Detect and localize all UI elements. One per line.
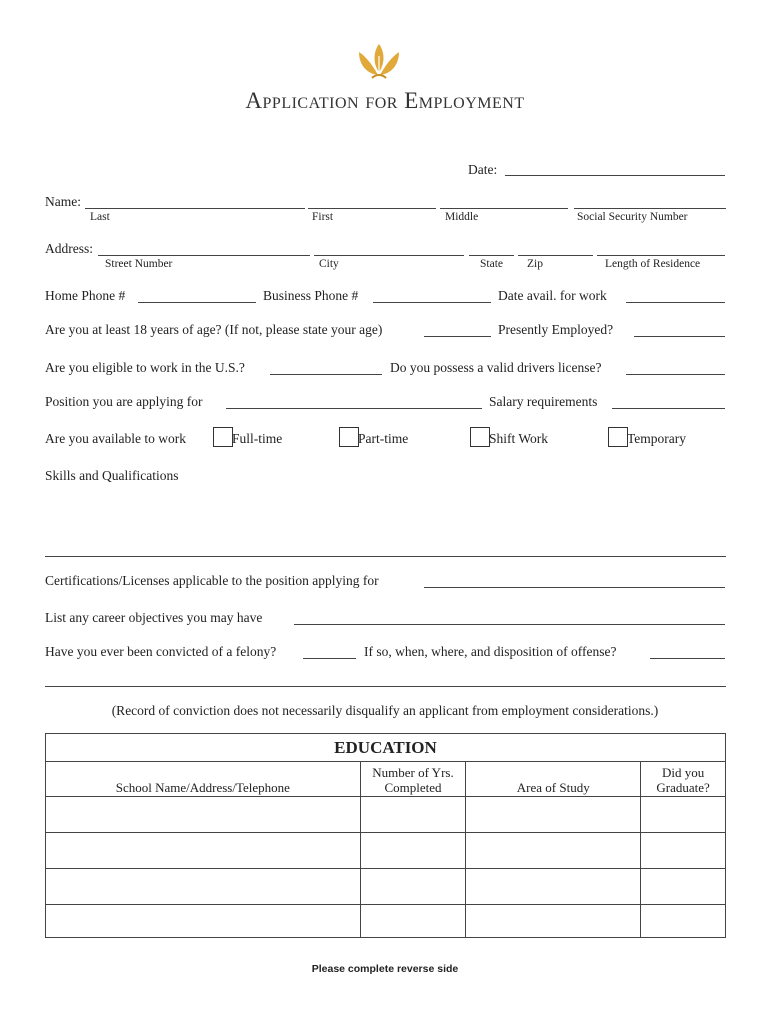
objectives-label: List any career objectives you may have	[45, 610, 263, 625]
middle-sublabel: Middle	[445, 211, 479, 223]
school-cell[interactable]	[46, 833, 361, 869]
school-cell[interactable]	[46, 869, 361, 905]
age-field[interactable]	[424, 336, 491, 337]
middle-name-field[interactable]	[440, 208, 568, 209]
license-field[interactable]	[626, 374, 725, 375]
state-field[interactable]	[469, 255, 514, 256]
graduate-cell[interactable]	[641, 797, 726, 833]
position-label: Position you are applying for	[45, 394, 203, 409]
us-eligibility-field[interactable]	[270, 374, 382, 375]
city-sublabel: City	[319, 258, 339, 270]
name-label: Name:	[45, 194, 81, 209]
area-cell[interactable]	[466, 833, 641, 869]
graduate-cell[interactable]	[641, 869, 726, 905]
disclaimer: (Record of conviction does not necessarily disqualify an applicant from employment considerations.)	[111, 703, 659, 718]
table-row	[46, 869, 726, 905]
temporary-label: Temporary	[627, 431, 687, 446]
col-years-line1: Number of Yrs.	[372, 765, 454, 780]
felony-details-line[interactable]	[45, 686, 726, 687]
residence-field[interactable]	[597, 255, 725, 256]
skills-label: Skills and Qualifications	[45, 468, 179, 483]
employed-label: Presently Employed?	[498, 322, 614, 337]
certifications-label: Certifications/Licenses applicable to the position applying for	[45, 573, 379, 588]
col-years-header	[360, 762, 466, 797]
date-label: Date:	[468, 162, 498, 177]
home-phone-label: Home Phone #	[45, 288, 126, 303]
school-cell[interactable]	[46, 797, 361, 833]
graduate-cell[interactable]	[641, 905, 726, 938]
zip-field[interactable]	[518, 255, 593, 256]
business-phone-field[interactable]	[373, 302, 491, 303]
ssn-sublabel: Social Security Number	[577, 211, 688, 223]
street-sublabel: Street Number	[105, 258, 173, 270]
position-field[interactable]	[226, 408, 482, 409]
col-years-line2: Completed	[384, 780, 442, 795]
col-grad-header	[641, 762, 726, 797]
business-phone-label: Business Phone #	[263, 288, 359, 303]
school-cell[interactable]	[46, 905, 361, 938]
temporary-checkbox[interactable]	[608, 427, 628, 447]
objectives-field[interactable]	[294, 624, 725, 625]
residence-sublabel: Length of Residence	[605, 258, 701, 270]
years-cell[interactable]	[360, 905, 466, 938]
date-field[interactable]	[505, 175, 725, 176]
part-time-checkbox[interactable]	[339, 427, 359, 447]
certifications-field[interactable]	[424, 587, 725, 588]
age-question: Are you at least 18 years of age? (If not, please state your age)	[45, 322, 383, 337]
last-name-field[interactable]	[85, 208, 305, 209]
lotus-logo-icon	[356, 42, 402, 82]
col-grad-line1: Did you	[661, 765, 705, 780]
zip-sublabel: Zip	[527, 258, 543, 270]
col-school-header: School Name/Address/Telephone	[46, 762, 361, 797]
shift-work-checkbox[interactable]	[470, 427, 490, 447]
license-question: Do you possess a valid drivers license?	[390, 360, 602, 375]
home-phone-field[interactable]	[138, 302, 256, 303]
education-table	[45, 733, 726, 938]
felony-question: Have you ever been convicted of a felony?	[45, 644, 277, 659]
city-field[interactable]	[314, 255, 464, 256]
salary-label: Salary requirements	[489, 394, 598, 409]
col-area-header: Area of Study	[466, 762, 641, 797]
years-cell[interactable]	[360, 869, 466, 905]
table-row	[46, 797, 726, 833]
skills-field[interactable]	[45, 556, 726, 557]
state-sublabel: State	[480, 258, 503, 270]
us-eligibility-question: Are you eligible to work in the U.S.?	[45, 360, 245, 375]
felony-field[interactable]	[303, 658, 356, 659]
date-avail-field[interactable]	[626, 302, 725, 303]
page-title: Application for Employment	[245, 88, 525, 113]
address-label: Address:	[45, 241, 93, 256]
felony-followup: If so, when, where, and disposition of offense?	[364, 644, 617, 659]
graduate-cell[interactable]	[641, 833, 726, 869]
education-title: EDUCATION	[46, 734, 726, 762]
part-time-label: Part-time	[358, 431, 409, 446]
footer-note: Please complete reverse side	[311, 963, 459, 975]
felony-details-field[interactable]	[650, 658, 725, 659]
ssn-field[interactable]	[574, 208, 726, 209]
table-row	[46, 905, 726, 938]
area-cell[interactable]	[466, 905, 641, 938]
area-cell[interactable]	[466, 869, 641, 905]
street-field[interactable]	[98, 255, 310, 256]
first-name-field[interactable]	[308, 208, 436, 209]
col-grad-line2: Graduate?	[656, 780, 710, 795]
shift-work-label: Shift Work	[489, 431, 549, 446]
last-sublabel: Last	[90, 211, 110, 223]
salary-field[interactable]	[612, 408, 725, 409]
years-cell[interactable]	[360, 797, 466, 833]
full-time-label: Full-time	[232, 431, 283, 446]
employed-field[interactable]	[634, 336, 725, 337]
availability-label: Are you available to work	[45, 431, 186, 446]
years-cell[interactable]	[360, 833, 466, 869]
area-cell[interactable]	[466, 797, 641, 833]
first-sublabel: First	[312, 211, 334, 223]
table-row	[46, 833, 726, 869]
full-time-checkbox[interactable]	[213, 427, 233, 447]
date-avail-label: Date avail. for work	[498, 288, 607, 303]
